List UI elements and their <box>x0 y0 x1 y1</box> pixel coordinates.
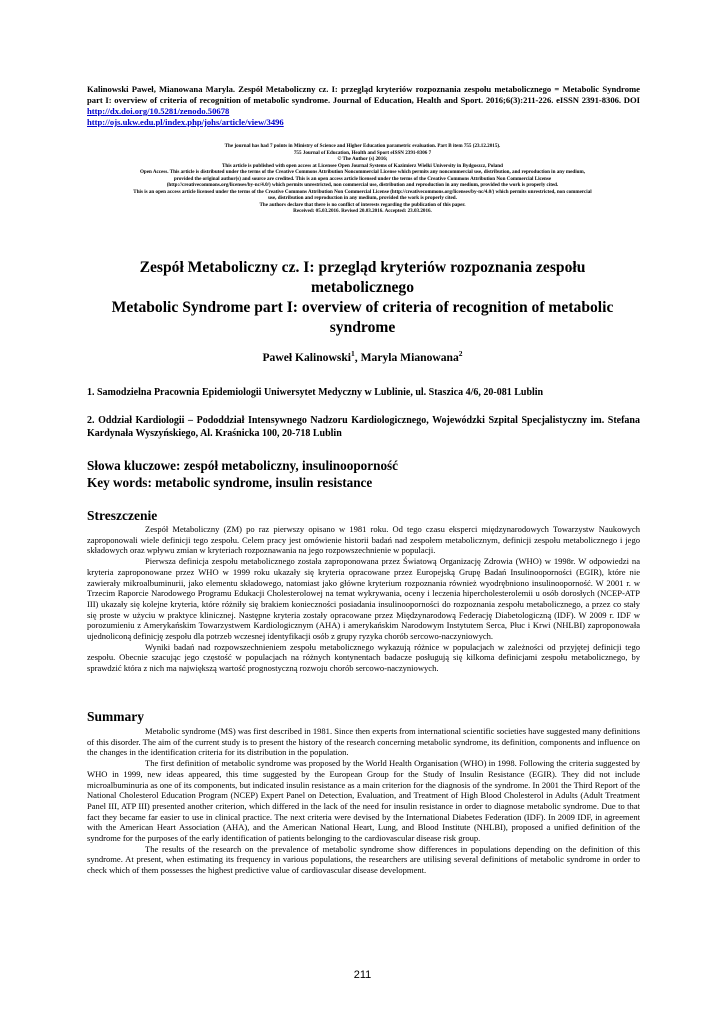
summary-heading: Summary <box>87 709 144 724</box>
doi-link[interactable]: http://dx.doi.org/10.5281/zenodo.50678 <box>87 106 230 116</box>
author-1: Paweł Kalinowski <box>262 350 352 364</box>
summary-paragraph: The first definition of metabolic syndrome was proposed by the World Health Organisation (WHO) in 1998. Following the criteria suggested by WHO in 1999, new ideas appeared, this time suggested by the European Group for the Study of Insulin Resistance (EGIR). They did not include microalbuminuria as one of its components, but indicated insulin resistance as a main criterion for the diagnosis of the syndrome. In 2001 the Third Report of the National Cholesterol Education Program (NCEP) Expert Panel on Detection, Evaluation, and Treatment of High Blood Cholesterol in Adults (Adult Treatment Panel III, ATP III) presented another criterion, which differed in the lack of the need for insulin resistance in order to diagnose metabolic syndrome. Due to that fact they became far easier to use in clinical practice. The next criteria were devised by the International Diabetes Federation (IDF). In 2009 IDF, in agreement with the American Heart Association (AHA), and the American National Heart, Lung, and Blood Institute (NHLBI), proposed a unified definition of the syndrome for the purposes of the early identification of patients belonging to the cardiovascular disease risk group. <box>87 758 640 844</box>
author-1-affiliation: 1 <box>351 349 355 358</box>
citation-text: Kalinowski Paweł, Mianowana Maryla. Zespół Metaboliczny cz. I: przegląd kryteriów rozpoznania zespołu metabolicznego = Metabolic Syndrome part I: overview of criteria of recognition of metabolic syndrome. Journal of Education, Health and Sport. 2016;6(3):211-226. eISSN 2391-8306. DOI <box>87 84 640 105</box>
streszczenie-heading: Streszczenie <box>87 508 158 523</box>
keywords-polish: Słowa kluczowe: zespół metaboliczny, insulinooporność <box>87 458 399 473</box>
streszczenie-paragraph: Zespół Metaboliczny (ZM) po raz pierwszy opisano w 1981 roku. Od tego czasu eksperci międzynarodowych Towarzystw Naukowych zaproponowali wiele definicji tego zespołu. Celem pracy jest omówienie historii badań nad zespołem metabolicznym, definicji zespołu metabolicznego i jego składowych oraz wpływu zmian w kryteriach rozpoznawania na jego rozpowszechnienie w populacji. <box>87 524 640 556</box>
keywords-english: Key words: metabolic syndrome, insulin resistance <box>87 475 373 490</box>
author-2: Maryla Mianowana <box>360 350 459 364</box>
streszczenie-body <box>87 524 640 674</box>
summary-body <box>87 726 640 876</box>
article-title <box>80 258 645 338</box>
journal-info-line: provided the original author(s) and source are credited. This is an open access article licensed under the terms of the Creative Commons Attribution Non Commercial License <box>173 175 552 182</box>
journal-info-line: 755 Journal of Education, Health and Sport eISSN 2391-8306 7 <box>293 149 432 156</box>
journal-info-line: The authors declare that there is no conflict of interests regarding the publication of this paper. <box>259 201 466 208</box>
affiliation-1: 1. Samodzielna Pracownia Epidemiologii Uniwersytet Medyczny w Lublinie, ul. Staszica 4/6, 20-081 Lublin <box>87 387 544 398</box>
streszczenie-paragraph: Pierwsza definicja zespołu metabolicznego została zaproponowana przez Światową Organizację Zdrowia (WHO) w 1998r. W odpowiedzi na kryteria zaproponowane przez WHO w 1999 roku ukazały się kryteria opracowane przez Europejską Grupę Badań Insulinooporności (EGIR), które nie zawierały mikroalbuminurii, jako elementu składowego, natomiast jako główne kryterium rozpoznania również wyodrębniono insulinooporność. W 2001 r. w Trzecim Raporcie Narodowego Programu Edukacji Cholesterolowej na temat wykrywania, oceny i leczenia hipercholesterolemii u osób dorosłych (NCEP-ATP III) ukazały się kolejne kryteria, które różniły się brakiem konieczności posiadania insulinooporności do rozpoznania zespołu metabolicznego, a przez co stały się proste w użyciu w praktyce klinicznej. Następne kryteria zostały opracowane przez Międzynarodową Federację Diabetologiczną (IDF). W 2009 r. IDF w porozumieniu z Amerykańskim Towarzystwem Kardiologicznym (AHA) i amerykańskim Narodowym Instytutem Serca, Płuc i Krwi (NHLBI) zaproponowała ujednoliconą definicję zespołu dla potrzeb wczesnej identyfikacji osób z grupy ryzyka chorób sercowo-naczyniowych. <box>87 556 640 642</box>
journal-info-line: Open Access. This article is distributed under the terms of the Creative Commons Attribution Noncommercial License which permits any noncommercial use, distribution, and reproduction in any medium, <box>139 169 586 175</box>
journal-info <box>85 143 640 215</box>
affiliation-2: 2. Oddział Kardiologii – Pododdział Intensywnego Nadzoru Kardiologicznego, Wojewódzki Szpital Specjalistyczny im. Stefana Kardynała Wyszyńskiego, Al. Kraśnicka 100, 20-718 Lublin <box>87 415 640 439</box>
journal-info-line: The journal has had 7 points in Ministry of Science and Higher Education parametric evaluation. Part B item 755 (23.12.2015). <box>224 143 501 149</box>
title-english-line1: Metabolic Syndrome part I: overview of criteria of recognition of metabolic <box>111 299 614 316</box>
author-separator: , <box>354 350 361 364</box>
journal-info-line: (http://creativecommons.org/licenses/by-nc/4.0/) which permits unrestricted, non commercial use, distribution and reproduction in any medium, provided the work is properly cited. <box>166 182 559 188</box>
ojs-link[interactable]: http://ojs.ukw.edu.pl/index.php/johs/article/view/3496 <box>87 117 284 127</box>
authors <box>80 349 645 364</box>
title-english-line2: syndrome <box>329 319 396 336</box>
citation-block <box>87 84 640 128</box>
streszczenie-paragraph: Wyniki badań nad rozpowszechnieniem zespołu metabolicznego wykazują różnice w populacjach w zależności od przyjętej definicji tego zespołu. Obecnie szacując jego częstość w populacjach na różnych kontynentach badacze posługują się kilkoma definicjami zespołu metabolicznego, by sprawdzić która z nich ma największą wartość prognostyczną rozwoju chorób sercowo-naczyniowych. <box>87 641 640 674</box>
author-2-affiliation: 2 <box>458 349 463 358</box>
title-polish-line1: Zespół Metaboliczny cz. I: przegląd kryteriów rozpoznania zespołu <box>139 259 586 276</box>
journal-info-line: © The Author (s) 2016; <box>337 156 388 162</box>
journal-info-line: This article is published with open access at Licensee Open Journal Systems of Kazimierz Wielki University in Bydgoszcz, Poland <box>222 162 503 169</box>
journal-info-line: This is an open access article licensed under the terms of the Creative Commons Attribution Non Commercial License (http://creativecommons.org/licenses/by-nc/4.0/) which permits unrestricted, non commercial <box>133 188 592 195</box>
summary-paragraph: The results of the research on the prevalence of metabolic syndrome show differences in populations depending on the definition of this syndrome. At present, when estimating its frequency in various populations, the researchers are utilising several definitions of metabolic syndrome in order to check which of them possesses the highest predictive value of cardiovascular disease development. <box>87 843 640 876</box>
page-number: 211 <box>353 969 372 981</box>
summary-paragraph: Metabolic syndrome (MS) was first described in 1981. Since then experts from international scientific societies have suggested many definitions of this disorder. The aim of the current study is to present the history of the research concerning metabolic syndrome, its definition, components and influence on the changes in the identification criteria for its distribution in the population. <box>87 726 640 758</box>
journal-info-line: Received: 05.03.2016. Revised 20.03.2016. Accepted: 23.03.2016. <box>293 208 432 214</box>
title-polish-line2: metabolicznego <box>310 279 415 296</box>
journal-info-line: use, distribution and reproduction in any medium, provided the work is properly cited. <box>268 195 457 201</box>
